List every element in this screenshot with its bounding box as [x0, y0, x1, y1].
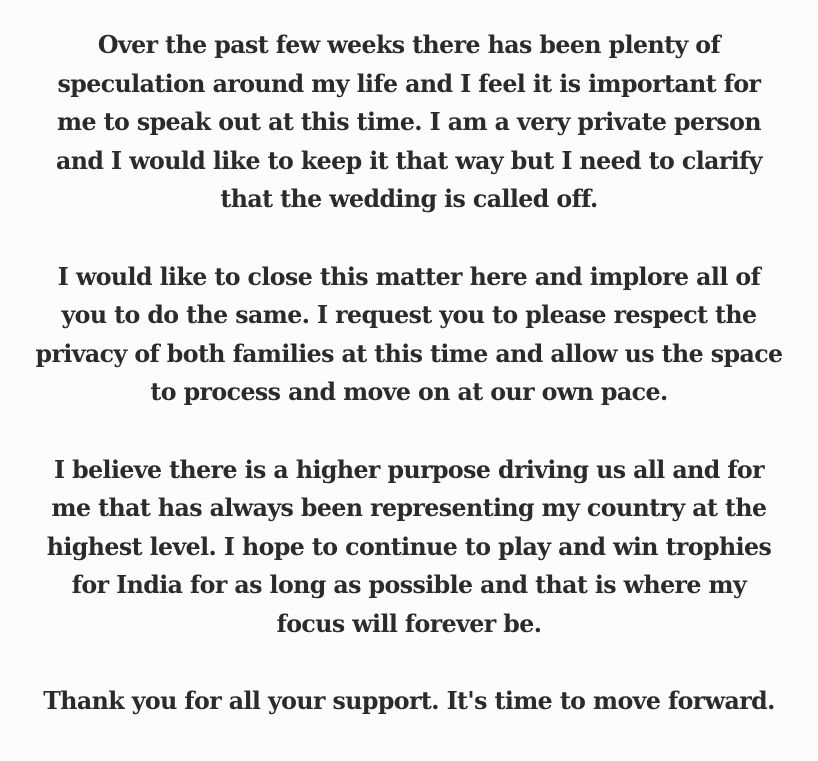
text-line: Thank you for all your support. It's time to move forward. — [43, 686, 775, 716]
text-line: for India for as long as possible and that is where my — [71, 570, 747, 600]
text-line: I believe there is a higher purpose driving us all and for — [53, 454, 765, 484]
text-line: privacy of both families at this time and allow us the space — [35, 338, 783, 368]
text-line: I would like to close this matter here and implore all of — [57, 261, 761, 291]
text-line: highest level. I hope to continue to play and win trophies — [46, 531, 772, 561]
text-line: you to do the same. I request you to please respect the — [61, 300, 757, 330]
text-line: that the wedding is called off. — [220, 184, 598, 214]
text-line: to process and move on at our own pace. — [150, 377, 668, 407]
paragraph-request — [0, 258, 818, 412]
text-line: me to speak out at this time. I am a very private person — [57, 107, 761, 137]
text-line: speculation around my life and I feel it is important for — [57, 68, 761, 98]
paragraph-thanks — [0, 682, 818, 721]
text-line: and I would like to keep it that way but I need to clarify — [56, 145, 762, 175]
text-line: focus will forever be. — [276, 608, 542, 638]
text-line: me that has always been representing my country at the — [51, 493, 767, 523]
text-line: Over the past few weeks there has been plenty of — [97, 30, 721, 59]
paragraph-privacy — [0, 26, 818, 219]
paragraph-purpose — [0, 451, 818, 644]
